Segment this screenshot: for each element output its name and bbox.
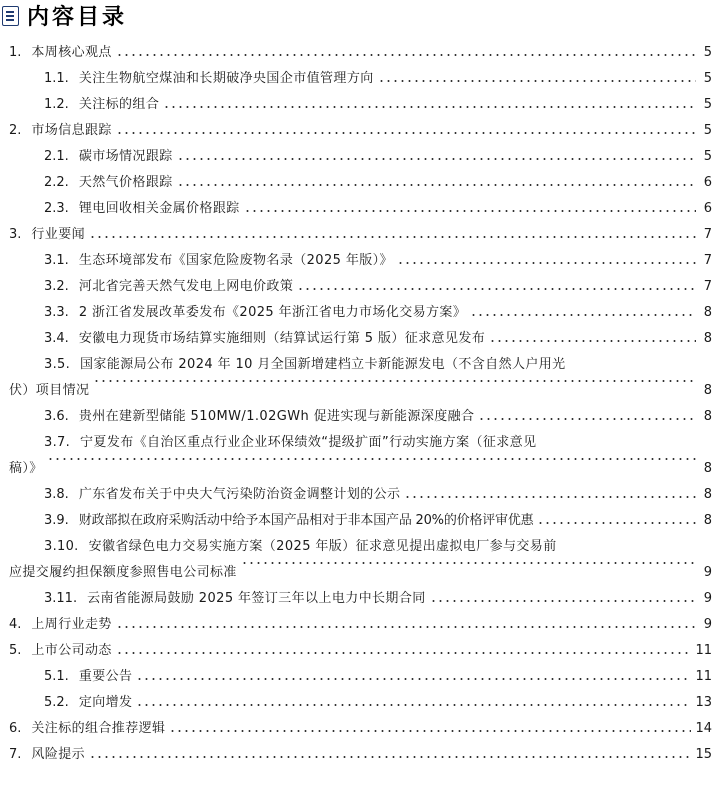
dot-leader	[478, 416, 696, 422]
toc-entry-7[interactable]	[0, 742, 718, 768]
dot-leader	[163, 104, 696, 110]
toc-entry-number: 1.2.	[44, 97, 69, 112]
dot-leader	[404, 494, 696, 500]
toc-entry-page: 8	[703, 409, 712, 424]
toc-entry-number: 7.	[9, 747, 22, 762]
toc-entry-text-continued: 稿）》	[9, 461, 43, 476]
toc-entry-page: 8	[703, 487, 712, 502]
toc-entry-5-1[interactable]	[0, 664, 718, 690]
dot-leader	[89, 234, 696, 240]
toc-entry-text: 宁夏发布《自治区重点行业企业环保绩效“提级扩面”行动实施方案（征求意见	[80, 435, 537, 450]
toc-entry-text: 天然气价格跟踪	[78, 175, 173, 190]
toc-entry-number: 5.	[9, 643, 22, 658]
toc-entry-number: 3.9.	[44, 513, 69, 528]
toc-entry-number: 3.7.	[44, 435, 71, 450]
toc-entry-page: 9	[703, 617, 712, 632]
page-title: 内容目录	[27, 4, 128, 30]
toc-list	[0, 40, 718, 768]
toc-entry-number: 5.2.	[44, 695, 69, 710]
toc-entry-number: 3.5.	[44, 357, 71, 372]
toc-entry-4[interactable]	[0, 612, 718, 638]
toc-entry-3[interactable]	[0, 222, 718, 248]
toc-entry-6[interactable]	[0, 716, 718, 742]
dot-leader	[93, 378, 696, 384]
toc-entry-page: 5	[703, 71, 712, 86]
toc-entry-number: 2.2.	[44, 175, 69, 190]
toc-entry-1-1[interactable]	[0, 66, 718, 92]
toc-entry-text: 本周核心观点	[31, 45, 112, 60]
toc-entry-2-3[interactable]	[0, 196, 718, 222]
toc-entry-page: 5	[703, 97, 712, 112]
dot-leader	[397, 260, 696, 266]
dot-leader	[537, 520, 696, 526]
dot-leader	[378, 78, 696, 84]
toc-entry-page: 5	[703, 149, 712, 164]
toc-entry-text: 贵州在建新型储能 510MW/1.02GWh 促进实现与新能源深度融合	[78, 409, 475, 424]
toc-entry-text: 国家能源局公布 2024 年 10 月全国新增建档立卡新能源发电（不含自然人户用光	[80, 357, 566, 372]
toc-entry-page: 7	[703, 227, 712, 242]
toc-entry-number: 2.	[9, 123, 22, 138]
toc-entry-page: 14	[695, 721, 712, 736]
toc-entry-number: 3.3.	[44, 305, 69, 320]
toc-entry-text: 2 浙江省发展改革委发布《2025 年浙江省电力市场化交易方案》	[78, 305, 467, 320]
toc-entry-page: 6	[703, 201, 712, 216]
toc-entry-text: 风险提示	[31, 747, 86, 762]
dot-leader	[177, 182, 696, 188]
toc-entry-text: 财政部拟在政府采购活动中给予本国产品相对于非本国产品 20%的价格评审优惠	[78, 513, 534, 528]
toc-entry-text: 关注生物航空煤油和长期破净央国企市值管理方向	[78, 71, 374, 86]
toc-entry-text: 生态环境部发布《国家危险废物名录（2025 年版）》	[78, 253, 393, 268]
toc-entry-3-7[interactable]	[0, 430, 718, 482]
toc-entry-3-6[interactable]	[0, 404, 718, 430]
toc-entry-number: 4.	[9, 617, 22, 632]
toc-entry-3-9[interactable]	[0, 508, 718, 534]
toc-entry-number: 3.4.	[44, 331, 69, 346]
toc-entry-3-10[interactable]	[0, 534, 718, 586]
toc-entry-page: 8	[703, 513, 712, 528]
toc-entry-text: 行业要闻	[31, 227, 86, 242]
toc-entry-page: 9	[703, 565, 712, 580]
dot-leader	[116, 130, 696, 136]
toc-entry-3-2[interactable]	[0, 274, 718, 300]
toc-entry-number: 3.6.	[44, 409, 69, 424]
toc-icon	[2, 6, 19, 26]
toc-entry-text: 云南省能源局鼓励 2025 年签订三年以上电力中长期合同	[87, 591, 426, 606]
toc-entry-page: 11	[695, 669, 712, 684]
toc-entry-text: 上市公司动态	[31, 643, 112, 658]
dot-leader	[430, 598, 696, 604]
toc-entry-number: 3.11.	[44, 591, 78, 606]
toc-entry-number: 3.2.	[44, 279, 69, 294]
toc-entry-number: 3.8.	[44, 487, 69, 502]
toc-entry-text: 安徽省绿色电力交易实施方案（2025 年版）征求意见提出虚拟电厂参与交易前	[88, 539, 557, 554]
toc-entry-number: 2.3.	[44, 201, 69, 216]
toc-entry-3-3[interactable]	[0, 300, 718, 326]
dot-leader	[169, 728, 691, 734]
toc-entry-page: 8	[703, 383, 712, 398]
dot-leader	[47, 456, 696, 462]
toc-entry-1[interactable]	[0, 40, 718, 66]
toc-entry-text: 碳市场情况跟踪	[78, 149, 173, 164]
toc-entry-1-2[interactable]	[0, 92, 718, 118]
toc-entry-page: 8	[703, 305, 712, 320]
dot-leader	[116, 624, 696, 630]
toc-entry-text: 广东省发布关于中央大气污染防治资金调整计划的公示	[78, 487, 401, 502]
toc-entry-text: 关注标的组合推荐逻辑	[31, 721, 166, 736]
toc-entry-page: 8	[703, 461, 712, 476]
dot-leader	[116, 52, 696, 58]
toc-entry-page: 8	[703, 331, 712, 346]
toc-entry-text: 上周行业走势	[31, 617, 112, 632]
toc-entry-number: 3.1.	[44, 253, 69, 268]
toc-entry-3-1[interactable]	[0, 248, 718, 274]
toc-entry-3-4[interactable]	[0, 326, 718, 352]
dot-leader	[116, 650, 692, 656]
dot-leader	[489, 338, 696, 344]
toc-entry-text: 定向增发	[78, 695, 133, 710]
toc-entry-number: 6.	[9, 721, 22, 736]
toc-entry-page: 5	[703, 45, 712, 60]
toc-entry-text: 锂电回收相关金属价格跟踪	[78, 201, 240, 216]
toc-entry-text: 市场信息跟踪	[31, 123, 112, 138]
toc-entry-number: 1.1.	[44, 71, 69, 86]
toc-entry-number: 3.10.	[44, 539, 79, 554]
toc-entry-page: 9	[703, 591, 712, 606]
toc-entry-number: 2.1.	[44, 149, 69, 164]
toc-entry-page: 5	[703, 123, 712, 138]
dot-leader	[297, 286, 696, 292]
toc-entry-text: 河北省完善天然气发电上网电价政策	[78, 279, 294, 294]
toc-entry-2[interactable]	[0, 118, 718, 144]
toc-entry-text: 关注标的组合	[78, 97, 160, 112]
toc-entry-number: 1.	[9, 45, 22, 60]
toc-entry-3-11[interactable]	[0, 586, 718, 612]
toc-entry-text-continued: 应提交履约担保额度参照售电公司标准	[9, 565, 237, 580]
toc-entry-page: 11	[695, 643, 712, 658]
toc-entry-5[interactable]	[0, 638, 718, 664]
toc-entry-3-5[interactable]	[0, 352, 718, 404]
dot-leader	[177, 156, 696, 162]
dot-leader	[136, 702, 691, 708]
dot-leader	[89, 754, 691, 760]
dot-leader	[136, 676, 691, 682]
toc-entry-text-continued: 伏）项目情况	[9, 383, 90, 398]
toc-entry-text: 安徽电力现货市场结算实施细则（结算试运行第 5 版）征求意见发布	[78, 331, 486, 346]
toc-entry-number: 5.1.	[44, 669, 69, 684]
toc-entry-page: 7	[703, 279, 712, 294]
toc-entry-page: 6	[703, 175, 712, 190]
toc-entry-text: 重要公告	[78, 669, 133, 684]
toc-entry-2-2[interactable]	[0, 170, 718, 196]
toc-entry-number: 3.	[9, 227, 22, 242]
toc-entry-3-8[interactable]	[0, 482, 718, 508]
toc-entry-page: 15	[695, 747, 712, 762]
dot-leader	[470, 312, 696, 318]
dot-leader	[244, 208, 696, 214]
toc-entry-page: 13	[695, 695, 712, 710]
toc-entry-page: 7	[703, 253, 712, 268]
toc-entry-5-2[interactable]	[0, 690, 718, 716]
toc-entry-2-1[interactable]	[0, 144, 718, 170]
dot-leader	[241, 560, 696, 566]
toc-header	[0, 0, 718, 36]
